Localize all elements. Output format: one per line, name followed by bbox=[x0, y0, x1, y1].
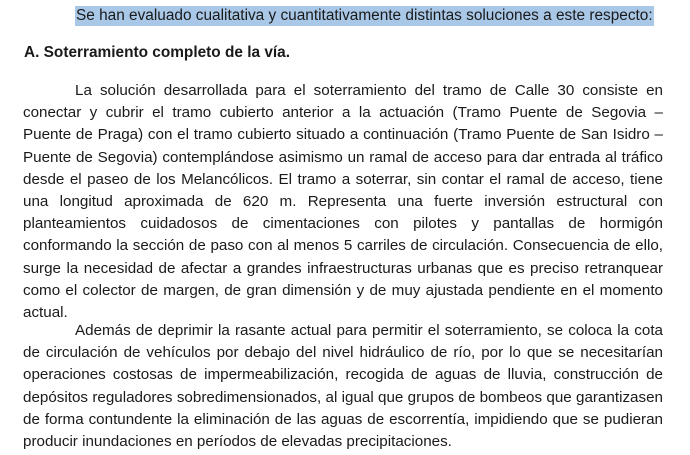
paragraph-line: de circulación de vehículos por debajo del nivel hidráulico de río, por lo que se necesitarían bbox=[23, 344, 663, 362]
paragraph-line: una longitud aproximada de 620 m. Representa una fuerte inversión estructural con bbox=[23, 192, 663, 210]
paragraph-line: La solución desarrollada para el soterramiento del tramo de Calle 30 consiste en bbox=[75, 82, 663, 99]
paragraph-soterramiento bbox=[23, 80, 663, 324]
paragraph-line: operaciones costosas de impermeabilización, recogida de aguas de lluvia, construcción de bbox=[23, 366, 663, 384]
paragraph-line: de forma contundente la eliminación de las aguas de escorrentía, impidiendo que se pudieran bbox=[23, 410, 663, 428]
paragraph-line: surge la necesidad de afectar a grandes infraestructuras urbanas que es preciso retranquear bbox=[23, 259, 663, 277]
paragraph-line: conformando la sección de paso con al menos 5 carriles de circulación. Consecuencia de ello, bbox=[23, 237, 663, 255]
paragraph-line: conectar y cubrir el tramo cubierto anterior a la actuación (Tramo Puente de Segovia – bbox=[23, 104, 663, 122]
paragraph-line: desde el paseo de los Melancólicos. El tramo a soterrar, sin contar el ramal de acceso, tiene bbox=[23, 170, 663, 188]
intro-sentence bbox=[75, 6, 654, 26]
section-heading: A. Soterramiento completo de la vía. bbox=[24, 44, 290, 61]
paragraph-line: producir inundaciones en períodos de elevadas precipitaciones. bbox=[23, 432, 452, 450]
paragraph-line: planteamientos cuidadosos de cimentaciones con pilotes y pantallas de hormigón bbox=[23, 215, 663, 233]
paragraph-line: Además de deprimir la rasante actual para permitir el soterramiento, se coloca la cota bbox=[75, 322, 663, 339]
paragraph-line: como el colector de margen, de gran dimensión y de muy ajustada pendiente en el momento bbox=[23, 281, 663, 299]
paragraph-line: Puente de Praga) con el tramo cubierto situado a continuación (Tramo Puente de San Isidro – bbox=[23, 126, 663, 144]
paragraph-line: actual. bbox=[23, 303, 68, 321]
paragraph-rasante bbox=[23, 320, 663, 453]
paragraph-line: depósitos reguladores sobredimensionados, al igual que grupos de bombeos que garantizasen bbox=[23, 388, 663, 406]
highlighted-selection[interactable]: Se han evaluado cualitativa y cuantitativamente distintas soluciones a este respecto: bbox=[76, 7, 653, 24]
paragraph-line: Puente de Segovia) contemplándose asimismo un ramal de acceso para dar entrada al tráfico bbox=[23, 148, 663, 166]
